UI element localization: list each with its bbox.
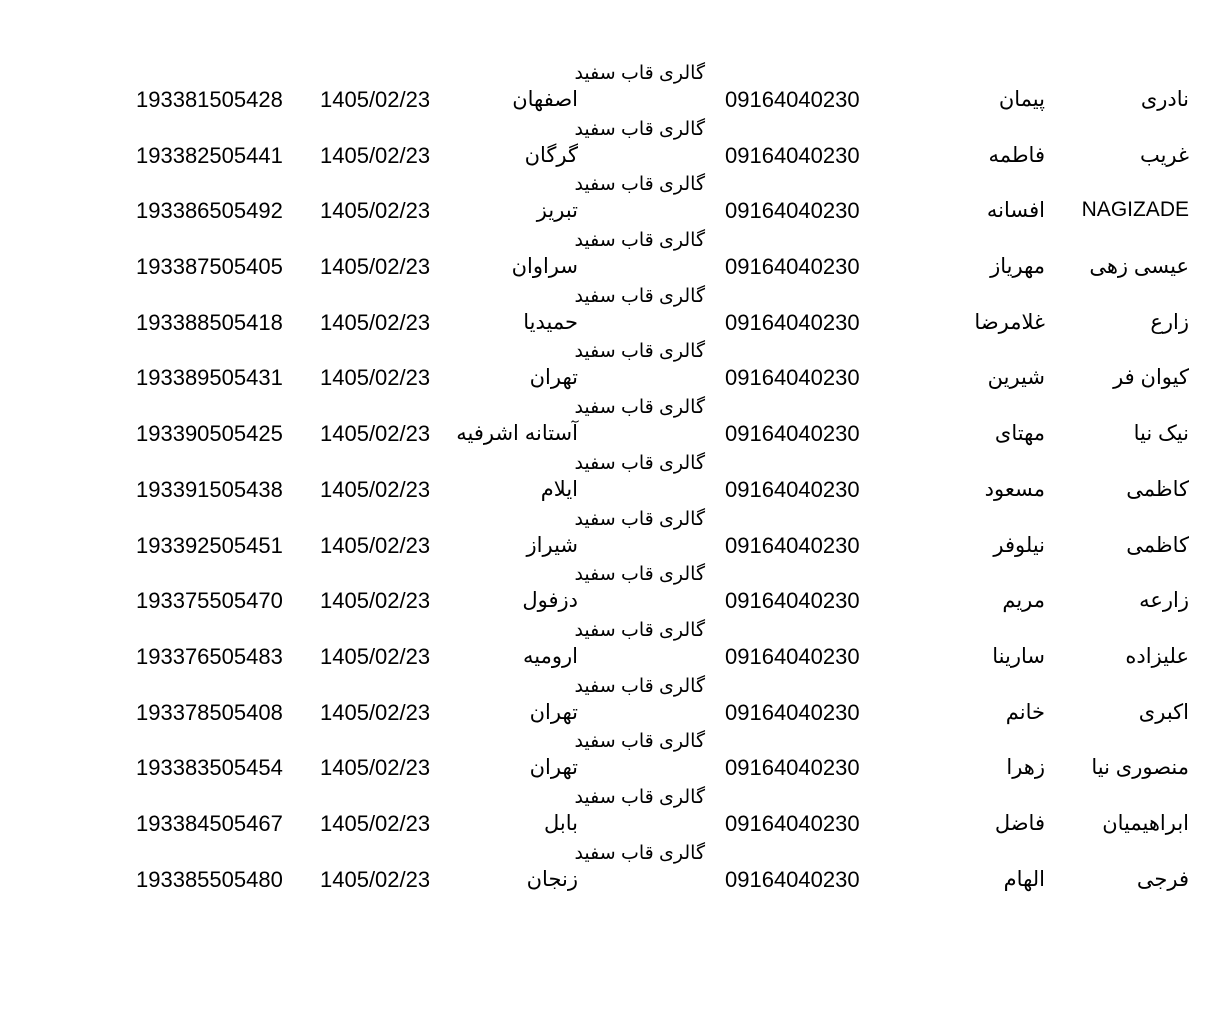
table-row bbox=[0, 561, 1205, 617]
table-row bbox=[0, 283, 1205, 339]
table-row bbox=[0, 338, 1205, 394]
table-row bbox=[0, 840, 1205, 896]
first-name-cell: نیلوفر bbox=[993, 533, 1045, 557]
city-cell: اصفهان bbox=[512, 88, 578, 111]
city-cell: بابل bbox=[544, 811, 578, 835]
date-cell: 1405/02/23 bbox=[320, 643, 431, 669]
company-cell: گالری قاب سفید bbox=[574, 619, 705, 641]
date-cell: 1405/02/23 bbox=[320, 87, 431, 112]
first-name-cell: سارینا bbox=[992, 644, 1045, 668]
first-name-cell: پیمان bbox=[998, 88, 1045, 111]
table-row bbox=[0, 450, 1205, 506]
first-name-cell: خانم bbox=[1005, 700, 1045, 724]
first-name-cell: مهتای bbox=[994, 422, 1045, 446]
company-cell: گالری قاب سفید bbox=[574, 397, 705, 419]
table-row bbox=[0, 60, 1205, 116]
city-cell: ارومیه bbox=[523, 644, 578, 668]
last-name-cell: کاظمی bbox=[1126, 477, 1189, 501]
company-cell: گالری قاب سفید bbox=[574, 786, 705, 808]
company-cell: گالری قاب سفید bbox=[574, 118, 705, 140]
table-row bbox=[0, 171, 1205, 227]
last-name-cell: ابراهیمیان bbox=[1102, 811, 1189, 835]
first-name-cell: شیرین bbox=[987, 366, 1045, 390]
first-name-cell: افسانه bbox=[986, 199, 1045, 223]
last-name-cell: NAGIZADE bbox=[1081, 198, 1189, 222]
company-cell: گالری قاب سفید bbox=[574, 285, 705, 307]
first-name-cell: مهریاز bbox=[990, 255, 1045, 279]
date-cell: 1405/02/23 bbox=[320, 755, 431, 781]
table-row bbox=[0, 673, 1205, 729]
date-cell: 1405/02/23 bbox=[320, 476, 431, 502]
tracking-code-cell: 193378505408 bbox=[136, 699, 283, 725]
table-row bbox=[0, 728, 1205, 784]
tracking-code-cell: 193385505480 bbox=[136, 866, 283, 892]
first-name-cell: مسعود bbox=[984, 477, 1045, 501]
tracking-code-cell: 193387505405 bbox=[136, 254, 283, 280]
phone-cell: 09164040230 bbox=[725, 755, 860, 781]
last-name-cell: نادری bbox=[1140, 88, 1189, 111]
phone-cell: 09164040230 bbox=[725, 87, 860, 112]
table-row bbox=[0, 617, 1205, 673]
city-cell: دزفول bbox=[522, 589, 578, 613]
phone-cell: 09164040230 bbox=[725, 532, 860, 558]
table-row bbox=[0, 506, 1205, 562]
tracking-code-cell: 193376505483 bbox=[136, 643, 283, 669]
last-name-cell: علیزاده bbox=[1125, 644, 1189, 668]
tracking-code-cell: 193383505454 bbox=[136, 755, 283, 781]
first-name-cell: زهرا bbox=[1006, 756, 1045, 780]
last-name-cell: عیسی زهی bbox=[1089, 255, 1189, 279]
first-name-cell: فاضل bbox=[994, 811, 1045, 835]
city-cell: تهران bbox=[529, 756, 578, 780]
city-cell: گرگان bbox=[524, 143, 578, 167]
company-cell: گالری قاب سفید bbox=[574, 174, 705, 196]
date-cell: 1405/02/23 bbox=[320, 866, 431, 892]
last-name-cell: اکبری bbox=[1138, 700, 1189, 724]
tracking-code-cell: 193390505425 bbox=[136, 421, 283, 447]
tracking-code-cell: 193391505438 bbox=[136, 476, 283, 502]
table-row bbox=[0, 116, 1205, 172]
first-name-cell: الهام bbox=[1003, 867, 1045, 891]
phone-cell: 09164040230 bbox=[725, 643, 860, 669]
last-name-cell: غریب bbox=[1139, 143, 1189, 167]
phone-cell: 09164040230 bbox=[725, 476, 860, 502]
last-name-cell: کاظمی bbox=[1126, 533, 1189, 557]
company-cell: گالری قاب سفید bbox=[574, 564, 705, 586]
last-name-cell: منصوری نیا bbox=[1091, 756, 1189, 780]
city-cell: سراوان bbox=[511, 255, 578, 279]
company-cell: گالری قاب سفید bbox=[574, 675, 705, 697]
tracking-code-cell: 193389505431 bbox=[136, 365, 283, 391]
city-cell: حمیدیا bbox=[523, 310, 578, 334]
company-cell: گالری قاب سفید bbox=[574, 452, 705, 474]
date-cell: 1405/02/23 bbox=[320, 365, 431, 391]
date-cell: 1405/02/23 bbox=[320, 699, 431, 725]
phone-cell: 09164040230 bbox=[725, 866, 860, 892]
last-name-cell: نیک نیا bbox=[1133, 422, 1189, 446]
last-name-cell: زارع bbox=[1150, 310, 1189, 334]
phone-cell: 09164040230 bbox=[725, 365, 860, 391]
last-name-cell: فرجی bbox=[1136, 867, 1189, 891]
date-cell: 1405/02/23 bbox=[320, 588, 431, 614]
city-cell: ایلام bbox=[540, 477, 578, 501]
phone-cell: 09164040230 bbox=[725, 810, 860, 836]
phone-cell: 09164040230 bbox=[725, 421, 860, 447]
phone-cell: 09164040230 bbox=[725, 254, 860, 280]
city-cell: تهران bbox=[529, 366, 578, 390]
company-cell: گالری قاب سفید bbox=[574, 731, 705, 753]
first-name-cell: فاطمه bbox=[988, 143, 1045, 167]
date-cell: 1405/02/23 bbox=[320, 810, 431, 836]
company-cell: گالری قاب سفید bbox=[574, 842, 705, 864]
tracking-code-cell: 193392505451 bbox=[136, 532, 283, 558]
date-cell: 1405/02/23 bbox=[320, 309, 431, 335]
phone-cell: 09164040230 bbox=[725, 198, 860, 224]
tracking-code-cell: 193386505492 bbox=[136, 198, 283, 224]
table-row bbox=[0, 784, 1205, 840]
table-row bbox=[0, 394, 1205, 450]
city-cell: تهران bbox=[529, 700, 578, 724]
phone-cell: 09164040230 bbox=[725, 309, 860, 335]
tracking-code-cell: 193375505470 bbox=[136, 588, 283, 614]
date-cell: 1405/02/23 bbox=[320, 254, 431, 280]
records-table bbox=[0, 60, 1205, 895]
last-name-cell: زارعه bbox=[1139, 589, 1189, 613]
tracking-code-cell: 193384505467 bbox=[136, 810, 283, 836]
company-cell: گالری قاب سفید bbox=[574, 230, 705, 252]
first-name-cell: غلامرضا bbox=[974, 310, 1045, 334]
phone-cell: 09164040230 bbox=[725, 588, 860, 614]
date-cell: 1405/02/23 bbox=[320, 421, 431, 447]
date-cell: 1405/02/23 bbox=[320, 142, 431, 168]
phone-cell: 09164040230 bbox=[725, 142, 860, 168]
phone-cell: 09164040230 bbox=[725, 699, 860, 725]
last-name-cell: کیوان فر bbox=[1113, 366, 1189, 390]
tracking-code-cell: 193381505428 bbox=[136, 87, 283, 112]
city-cell: تبریز bbox=[536, 199, 578, 223]
tracking-code-cell: 193382505441 bbox=[136, 142, 283, 168]
company-cell: گالری قاب سفید bbox=[574, 341, 705, 363]
city-cell: آستانه اشرفیه bbox=[456, 422, 578, 446]
table-row bbox=[0, 227, 1205, 283]
company-cell: گالری قاب سفید bbox=[574, 508, 705, 530]
city-cell: زنجان bbox=[526, 867, 578, 891]
first-name-cell: مریم bbox=[1002, 589, 1045, 613]
company-cell: گالری قاب سفید bbox=[574, 63, 705, 84]
date-cell: 1405/02/23 bbox=[320, 532, 431, 558]
city-cell: شیراز bbox=[526, 533, 578, 557]
tracking-code-cell: 193388505418 bbox=[136, 309, 283, 335]
date-cell: 1405/02/23 bbox=[320, 198, 431, 224]
